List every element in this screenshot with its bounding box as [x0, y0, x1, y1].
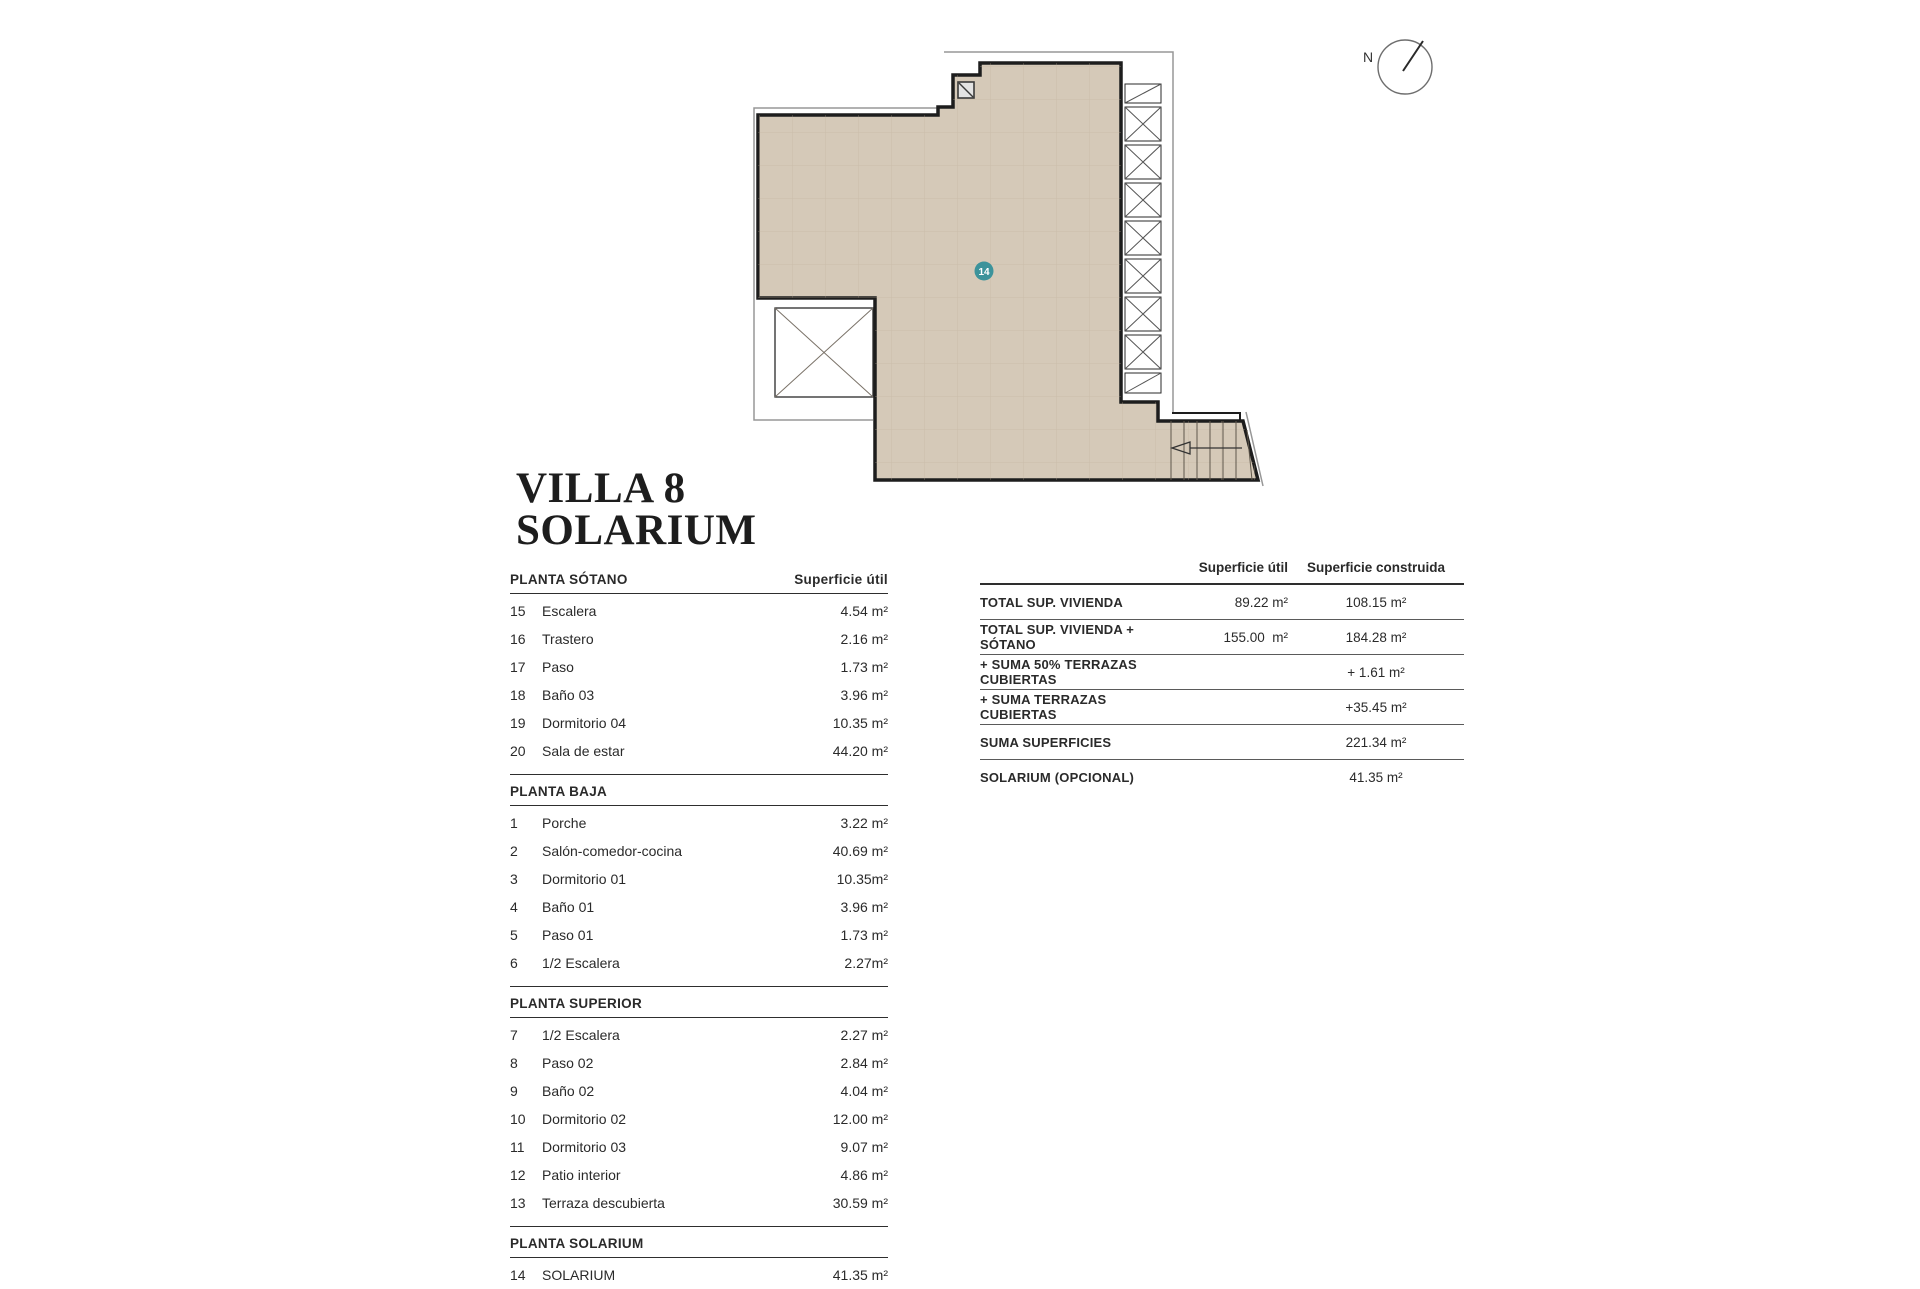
room-row — [510, 1077, 888, 1105]
summary-row — [980, 690, 1464, 725]
summary-construida-value: 41.35 m² — [1349, 769, 1403, 785]
room-row — [510, 681, 888, 709]
plan-section-header — [510, 572, 888, 594]
summary-header-row — [980, 560, 1464, 585]
summary-label: SOLARIUM (OPCIONAL) — [980, 769, 1135, 785]
room-number: 14 — [510, 1267, 526, 1283]
room-row — [510, 625, 888, 653]
room-row — [510, 709, 888, 737]
room-number: 20 — [510, 743, 526, 759]
summary-row — [980, 655, 1464, 690]
room-name: Dormitorio 02 — [542, 1111, 627, 1127]
plan-section — [510, 572, 888, 765]
summary-construida-value: 108.15 m² — [1345, 594, 1407, 610]
room-area: 10.35m² — [836, 871, 888, 887]
plan-section-title: PLANTA SUPERIOR — [510, 996, 643, 1011]
plan-section-header — [510, 996, 888, 1018]
room-number: 19 — [510, 715, 526, 731]
room-number: 16 — [510, 631, 526, 647]
room-number: 4 — [510, 899, 518, 915]
room-area: 30.59 m² — [832, 1195, 888, 1211]
room-number: 2 — [510, 843, 518, 859]
room-area: 12.00 m² — [832, 1111, 888, 1127]
room-number: 18 — [510, 687, 526, 703]
summary-col-header-construida: Superficie construida — [1306, 560, 1446, 575]
room-area: 3.22 m² — [840, 815, 888, 831]
room-name: SOLARIUM — [542, 1267, 616, 1283]
room-number: 5 — [510, 927, 518, 943]
room-row — [510, 1105, 888, 1133]
room-area: 44.20 m² — [832, 743, 888, 759]
summary-util-value: 155.00 m² — [1223, 629, 1288, 645]
summary-construida-value: + 1.61 m² — [1347, 664, 1405, 680]
skylight-void-box — [775, 308, 873, 397]
room-number: 8 — [510, 1055, 518, 1071]
room-area: 1.73 m² — [840, 659, 888, 675]
page-title — [516, 465, 757, 554]
room-row — [510, 653, 888, 681]
room-area: 1.73 m² — [840, 927, 888, 943]
room-number: 11 — [510, 1139, 525, 1155]
room-area: 10.35 m² — [832, 715, 888, 731]
room-area: 3.96 m² — [840, 687, 888, 703]
room-row — [510, 1161, 888, 1189]
room-name: Paso — [542, 659, 574, 675]
room-area: 41.35 m² — [832, 1267, 888, 1283]
room-name: Escalera — [542, 603, 597, 619]
room-14-number: 14 — [978, 267, 990, 278]
plan-section-header — [510, 784, 888, 806]
summary-row — [980, 725, 1464, 760]
room-row — [510, 1189, 888, 1217]
room-name: Sala de estar — [542, 743, 625, 759]
summary-label: TOTAL SUP. VIVIENDA + SÓTANO — [980, 622, 1135, 652]
summary-label: + SUMA TERRAZAS CUBIERTAS — [980, 692, 1107, 722]
room-row — [510, 1049, 888, 1077]
room-name: Dormitorio 01 — [542, 871, 627, 887]
room-name: Dormitorio 04 — [542, 715, 627, 731]
room-number: 1 — [510, 815, 518, 831]
room-area: 4.86 m² — [840, 1167, 888, 1183]
room-area: 9.07 m² — [840, 1139, 888, 1155]
room-row — [510, 1133, 888, 1161]
room-area: 40.69 m² — [832, 843, 888, 859]
room-number: 9 — [510, 1083, 518, 1099]
room-row — [510, 893, 888, 921]
surface-summary-table — [980, 560, 1464, 794]
room-name: Terraza descubierta — [542, 1195, 665, 1211]
summary-label: SUMA SUPERFICIES — [980, 734, 1112, 750]
room-name: Porche — [542, 815, 587, 831]
room-name: Patio interior — [542, 1167, 621, 1183]
room-name: Baño 03 — [542, 687, 595, 703]
room-number: 12 — [510, 1167, 526, 1183]
room-row — [510, 837, 888, 865]
room-name: Paso 02 — [542, 1055, 594, 1071]
page-title-line1: VILLA 8 — [516, 465, 686, 512]
plan-section-title: PLANTA SOLARIUM — [510, 1236, 644, 1251]
room-row — [510, 597, 888, 625]
summary-col-header-util: Superficie útil — [1198, 560, 1288, 575]
room-row — [510, 921, 888, 949]
summary-construida-value: 221.34 m² — [1345, 734, 1407, 750]
page-title-line2: SOLARIUM — [516, 507, 757, 554]
room-name: Trastero — [542, 631, 594, 647]
plan-section — [510, 986, 888, 1217]
room-area: 3.96 m² — [840, 899, 888, 915]
north-compass-icon — [1363, 40, 1432, 94]
room-name: 1/2 Escalera — [542, 1027, 620, 1043]
summary-row — [980, 760, 1464, 794]
areas-col-header-util: Superficie útil — [794, 572, 888, 587]
solarium-floor-plan — [0, 0, 1920, 540]
room-14-badge — [975, 262, 994, 281]
room-name: 1/2 Escalera — [542, 955, 620, 971]
room-number: 17 — [510, 659, 526, 675]
room-area: 4.04 m² — [840, 1083, 888, 1099]
summary-row — [980, 585, 1464, 620]
summary-construida-value: 184.28 m² — [1345, 629, 1407, 645]
compass-north-label: N — [1362, 49, 1374, 65]
room-areas-table — [510, 563, 888, 1289]
room-row — [510, 1261, 888, 1289]
room-number: 3 — [510, 871, 518, 887]
plan-section-title: PLANTA SÓTANO — [510, 572, 628, 587]
room-name: Baño 02 — [542, 1083, 595, 1099]
room-number: 15 — [510, 603, 526, 619]
summary-label: + SUMA 50% TERRAZAS CUBIERTAS — [980, 657, 1137, 687]
room-name: Paso 01 — [542, 927, 594, 943]
summary-row — [980, 620, 1464, 655]
room-area: 2.16 m² — [840, 631, 888, 647]
room-number: 13 — [510, 1195, 526, 1211]
room-row — [510, 737, 888, 765]
room-number: 7 — [510, 1027, 518, 1043]
summary-label: TOTAL SUP. VIVIENDA — [980, 594, 1123, 610]
floor-tile-grid — [758, 63, 1258, 480]
room-row — [510, 1021, 888, 1049]
room-row — [510, 809, 888, 837]
room-area: 2.27m² — [844, 955, 888, 971]
plan-section-title: PLANTA BAJA — [510, 784, 608, 799]
room-area: 2.27 m² — [840, 1027, 888, 1043]
room-name: Baño 01 — [542, 899, 595, 915]
room-row — [510, 949, 888, 977]
room-number: 10 — [510, 1111, 526, 1127]
room-number: 6 — [510, 955, 518, 971]
room-name: Dormitorio 03 — [542, 1139, 627, 1155]
room-row — [510, 865, 888, 893]
chimney-vent-box — [958, 82, 974, 98]
summary-util-value: 89.22 m² — [1234, 594, 1288, 610]
plan-section-header — [510, 1236, 888, 1258]
room-area: 4.54 m² — [840, 603, 888, 619]
plan-section — [510, 774, 888, 977]
summary-construida-value: +35.45 m² — [1345, 699, 1407, 715]
room-area: 2.84 m² — [840, 1055, 888, 1071]
room-name: Salón-comedor-cocina — [542, 843, 683, 859]
pergola-beams — [1125, 84, 1161, 393]
